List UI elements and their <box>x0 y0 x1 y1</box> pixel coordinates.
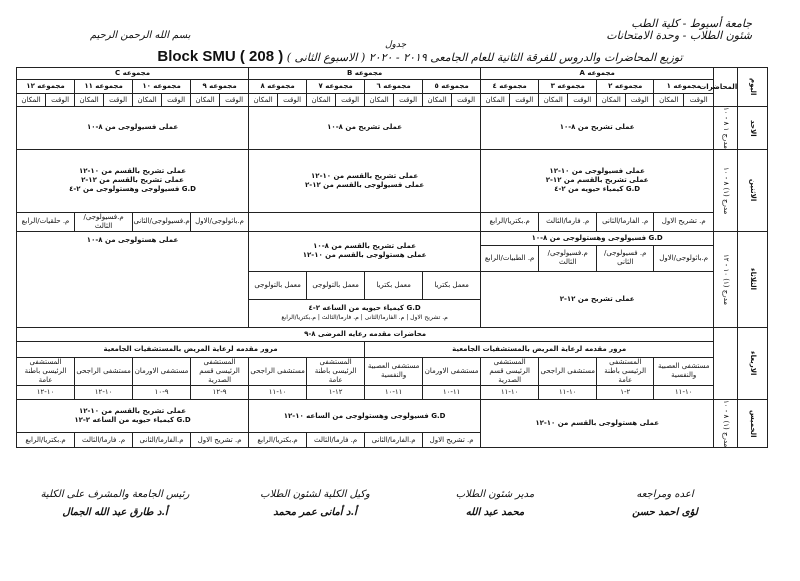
sunday-group-b: عملى تشريح من ٨-١٠ <box>249 107 481 150</box>
monday-c-line3: G.D فسيولوجى وهستولوجى من ٢-٤ <box>69 185 196 194</box>
time-label: الوقت <box>104 94 133 107</box>
time-label: الوقت <box>626 94 654 107</box>
location: م.بكتريا/الرابع <box>249 433 307 448</box>
hospital: مستشفى الاورمان <box>133 357 191 385</box>
tuesday-a-line1: G.D فسيولوجى وهستولوجى من ٨-١٠ <box>481 231 714 245</box>
monday-b-line1: عملى تشريح بالقسم من ١٠-١٢ <box>311 171 419 180</box>
location: م. تشريح الاول <box>191 433 249 448</box>
location: م.باثولوجى/الاول <box>654 245 714 271</box>
monday-b-empty <box>249 212 481 231</box>
jadwal-label: جدول <box>385 40 407 50</box>
sunday-group-c: عملى فسيولوجى من ٨-١٠ <box>17 107 249 150</box>
tuesday-lecture: مدرج (١) ١٠ - ١٢ <box>714 231 738 327</box>
group-c-header: مجموعه C <box>17 68 249 80</box>
signatures <box>15 486 755 534</box>
time-slot: ١١-١٠ <box>365 385 423 399</box>
time-slot: ١١-١٠ <box>423 385 481 399</box>
sunday-lecture: مدرج ١ ٨ - ١٠ <box>714 107 738 150</box>
sunday-group-a: عملى تشريح من ٨-١٠ <box>481 107 714 150</box>
signature-role: وكيل الكلية لشئون الطلاب <box>260 489 370 500</box>
subgroup-header: مجموعه ٦ <box>365 80 423 94</box>
subgroup-header: مجموعه ١١ <box>75 80 133 94</box>
signature-role: مدير شئون الطلاب <box>455 489 535 500</box>
time-slot: ١٠-١١ <box>654 385 714 399</box>
wednesday-times-row <box>17 385 768 399</box>
thursday-group-c <box>17 399 249 433</box>
time-label: الوقت <box>394 94 423 107</box>
monday-a-line2: عملى تشريح بالقسم من ١٢-٢ <box>545 176 649 185</box>
hospital: مستشفى الاورمان <box>423 357 481 385</box>
place-label: المكان <box>133 94 162 107</box>
signature-name: محمد عبد الله <box>465 507 525 518</box>
subgroup-header: مجموعه ٩ <box>191 80 249 94</box>
day-wednesday: الاربعاء <box>738 327 768 399</box>
day-thursday: الخميس <box>738 399 768 447</box>
location: م.فسيولوجى/الثالث <box>75 212 133 231</box>
location: معمل بالتولوجى <box>307 271 365 299</box>
signature-vice-dean <box>225 486 405 522</box>
wednesday-title-a: مرور مقدمه لرعاية المريض بالمستشفيات الجامعية <box>365 341 714 357</box>
location: م.الفارما/الثانى <box>365 433 423 448</box>
tuesday-b-biochem: G.D كيمياء حيويه من الساعه ٢-٤ <box>308 304 421 313</box>
time-slot: ١٠-١١ <box>481 385 539 399</box>
header-day: اليوم <box>738 68 768 107</box>
title-arabic: توزيع المحاضرات والدروس للفرقة الثانية للعام الجامعى ٢٠١٩ - ٢٠٢٠ ( الاسبوع الثانى ) <box>286 51 683 64</box>
subgroup-header: مجموعه ٥ <box>423 80 481 94</box>
location: م.الفارما/الثانى <box>133 433 191 448</box>
place-label: المكان <box>423 94 452 107</box>
location: م. حلقيات/الرابع <box>17 212 75 231</box>
day-tuesday: الثلاثاء <box>738 231 768 327</box>
location: م.بكتريا/الرابع <box>481 212 539 231</box>
time-label: الوقت <box>568 94 597 107</box>
tuesday-group-c: عملى هستولوجى من ٨-١٠ <box>17 231 249 327</box>
time-slot: ١٠-١١ <box>249 385 307 399</box>
signature-name: لؤى احمد حسن <box>632 507 698 518</box>
basmala: بسم الله الرحمن الرحيم <box>90 30 191 41</box>
wednesday-title-c: مرور مقدمه لرعاية المريض بالمستشفيات الجامعية <box>17 341 365 357</box>
place-label: المكان <box>17 94 46 107</box>
location: م. الطبيات/الرابع <box>481 245 539 271</box>
tuesday-b-locations: م. تشريح الاول | م. الفارما/الثانى | م. فارما/الثالث | م.بكتريا/الرابع <box>281 314 448 322</box>
hospital: المستشفى الرئيسى قسم الصدرية <box>481 357 539 385</box>
header-lectures: المحاضرات <box>714 68 738 107</box>
title-latin: Block SMU ( 208 ) <box>157 48 284 65</box>
monday-group-b <box>249 149 481 212</box>
wednesday-banner: محاضرات مقدمه رعايه المرضى ٨-٩ <box>17 327 714 341</box>
monday-group-c <box>17 149 249 212</box>
signature-president <box>15 486 215 522</box>
subgroup-header: مجموعه ٧ <box>307 80 365 94</box>
subgroup-header: مجموعه ١ <box>654 80 714 94</box>
time-label: الوقت <box>684 94 714 107</box>
place-label: المكان <box>249 94 278 107</box>
time-place-row <box>17 94 768 107</box>
university-line-2: شئون الطلاب - وحدة الامتحانات <box>606 29 752 42</box>
location: م. الفارما/الثانى <box>597 212 654 231</box>
university-line-1: جامعة أسيوط - كلية الطب <box>631 17 752 30</box>
thursday-group-b: G.D فسيولوجى وهستولوجى من الساعه ١٠-١٢ <box>249 399 481 433</box>
schedule-table <box>16 67 768 448</box>
place-label: المكان <box>75 94 104 107</box>
location: م.بكتريا/الرابع <box>17 433 75 448</box>
hospital: مستشفى الراجحى <box>75 357 133 385</box>
time-label: الوقت <box>336 94 365 107</box>
place-label: المكان <box>191 94 220 107</box>
monday-a-line3: G.D كيمياء حيويه من ٢-٤ <box>554 185 641 194</box>
location: م.فسيولوجى/الثالث <box>539 245 597 271</box>
day-sunday: الاحد <box>738 107 768 150</box>
signature-prepared <box>575 486 755 522</box>
thursday-c-line1: عملى تشريح بالقسم من ١٠-١٢ <box>78 407 187 416</box>
day-monday: الاثنين <box>738 149 768 231</box>
thursday-group-a: عملى هستولوجى بالقسم من ١٠-١٢ <box>481 399 714 447</box>
time-label: الوقت <box>278 94 307 107</box>
hospital: المستشفى الرئيسى قسم الصدرية <box>191 357 249 385</box>
tuesday-a-line2: عملى تشريح من ١٢-٢ <box>481 271 714 327</box>
hospital: المستشفى الرئيسى باطنة عامة <box>17 357 75 385</box>
hospital: مستشفى الراجحى <box>539 357 597 385</box>
group-b-header: مجموعه B <box>249 68 481 80</box>
time-slot: ١٠-١١ <box>539 385 597 399</box>
hospital: مستشفى العصبية والنفسية <box>365 357 423 385</box>
monday-c-line2: عملى تشريح بالقسم من ١٢-٢ <box>81 176 184 185</box>
hospital: مستشفى العصبية والنفسية <box>654 357 714 385</box>
location: معمل بالتولوجى <box>249 271 307 299</box>
subgroup-header: مجموعه ٨ <box>249 80 307 94</box>
place-label: المكان <box>597 94 626 107</box>
time-slot: ٢-١ <box>597 385 654 399</box>
signature-role: اعده ومراجعه <box>636 489 694 500</box>
tuesday-b-line3 <box>249 299 481 327</box>
monday-c-line1: عملى تشريح بالقسم من ١٠-١٢ <box>78 167 187 176</box>
place-label: المكان <box>481 94 510 107</box>
monday-group-a <box>481 149 714 212</box>
location: م.باثولوجى/الاول <box>191 212 249 231</box>
location: م. تشريح الاول <box>654 212 714 231</box>
location: م. تشريح الاول <box>423 433 481 448</box>
subgroup-header: مجموعه ٣ <box>539 80 597 94</box>
signature-role: رئيس الجامعة والمشرف على الكلية <box>40 489 190 500</box>
thursday-c-line2: G.D كيمياء حيويه من الساعه ٢-١٢ <box>74 416 191 425</box>
time-label: الوقت <box>510 94 539 107</box>
time-label: الوقت <box>162 94 191 107</box>
time-label: الوقت <box>220 94 249 107</box>
location: معمل بكتريا <box>423 271 481 299</box>
time-slot: ٩-١٠ <box>133 385 191 399</box>
monday-a-line1: عملى فسيولوجى من ١٠-١٢ <box>549 167 645 176</box>
place-label: المكان <box>307 94 336 107</box>
time-slot: ٩-١٢ <box>191 385 249 399</box>
tuesday-b-line2: عملى هستولوجى بالقسم من ١٠-١٢ <box>302 251 427 260</box>
hospital: المستشفى الرئيسى باطنة عامة <box>307 357 365 385</box>
signature-name: أ.د طارق عبد الله الجمال <box>62 507 168 518</box>
location: م. فسيولوجى/الثانى <box>597 245 654 271</box>
hospital: مستشفى الراجحى <box>249 357 307 385</box>
tuesday-group-b <box>249 231 481 271</box>
tuesday-b-line1: عملى تشريح بالقسم من ٨-١٠ <box>313 242 417 251</box>
hospital: المستشفى الرئيسى باطنة عامة <box>597 357 654 385</box>
subgroup-header: مجموعه ١٠ <box>133 80 191 94</box>
monday-b-line2: عملى فسيولوجى بالقسم من ١٢-٢ <box>305 180 425 189</box>
subgroup-header: مجموعه ١٢ <box>17 80 75 94</box>
subgroup-header: مجموعه ٢ <box>597 80 654 94</box>
location: م. فارما/الثالث <box>307 433 365 448</box>
time-label: الوقت <box>452 94 481 107</box>
place-label: المكان <box>539 94 568 107</box>
location: معمل بكتريا <box>365 271 423 299</box>
group-a-header: مجموعه A <box>481 68 714 80</box>
subgroup-header: مجموعه ٤ <box>481 80 539 94</box>
time-slot: ١٠-١٢ <box>75 385 133 399</box>
time-label: الوقت <box>46 94 75 107</box>
wednesday-lecture <box>714 327 738 399</box>
signature-name: أ.د أمانى عمر محمد <box>273 507 357 518</box>
time-slot: ١٢-١ <box>307 385 365 399</box>
signature-director <box>405 486 585 522</box>
place-label: المكان <box>654 94 684 107</box>
university-header <box>552 18 752 42</box>
location: م.فسيولوجى/الثانى <box>133 212 191 231</box>
page-title <box>150 48 690 65</box>
time-slot: ١٠-١٢ <box>17 385 75 399</box>
location: م. فارما/الثالث <box>75 433 133 448</box>
thursday-lecture: مدرج (١) ٨ - ١٠ <box>714 399 738 447</box>
wednesday-places-row <box>17 357 768 385</box>
place-label: المكان <box>365 94 394 107</box>
monday-lecture: مدرج (١) ٨ - ١٠ <box>714 149 738 231</box>
location: م. فارما/الثالث <box>539 212 597 231</box>
